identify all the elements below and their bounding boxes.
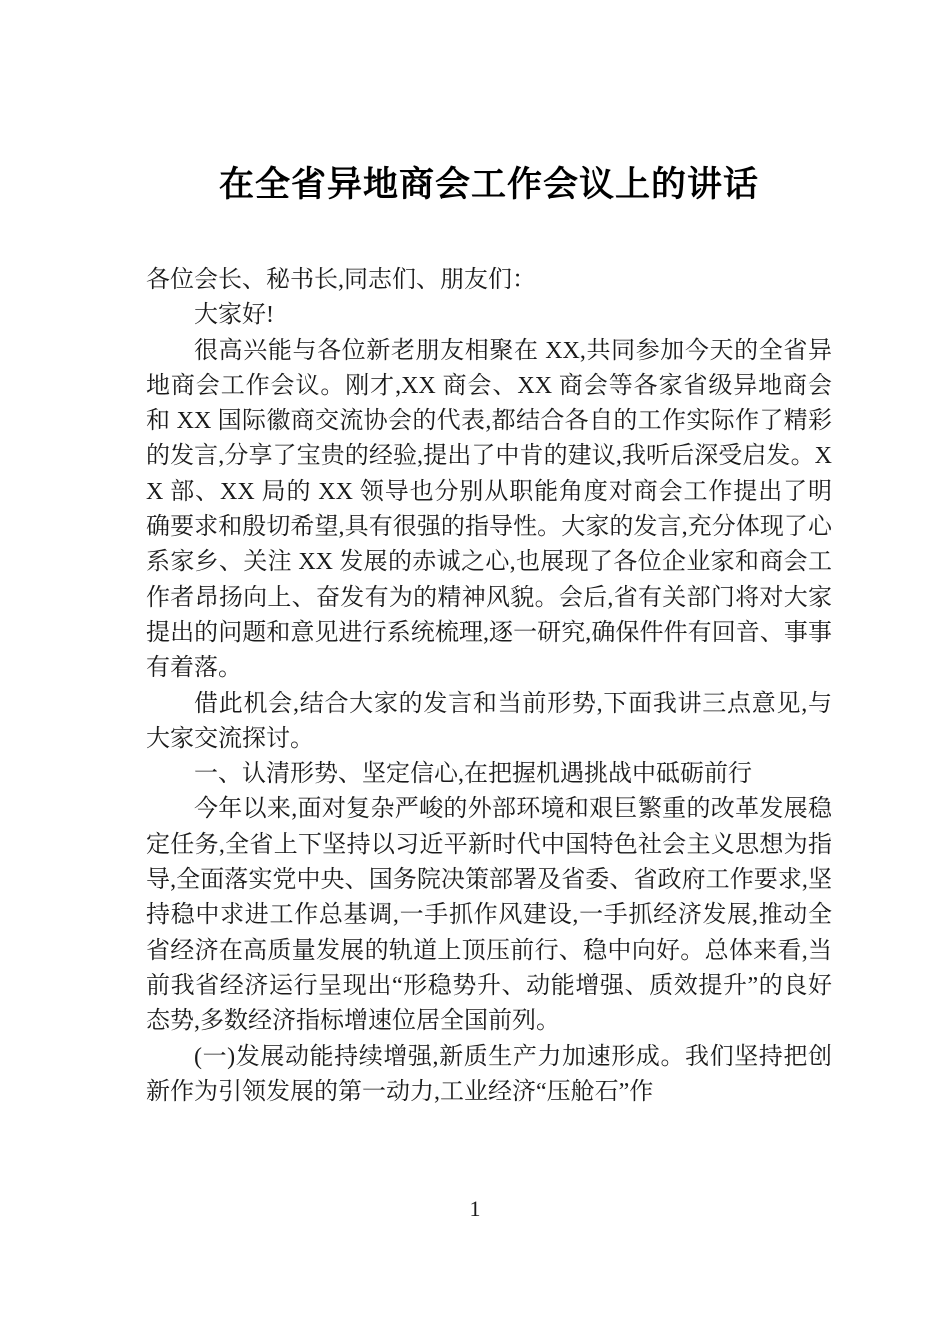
paragraph-opening-remarks: 很高兴能与各位新老朋友相聚在 XX,共同参加今天的全省异地商会工作会议。刚才,XX 商会、XX 商会等各家省级异地商会和 XX 国际徽商交流协会的代表,都结合各自的工作实际作了精彩的发言,分享了宝贵的经验,提出了中肯的建议,我听后深受启发。XX 部、XX 局的 XX 领导也分别从职能角度对商会工作提出了明确要求和殷切希望,具有很强的指导性。大家的发言,充分体现了心系家乡、关注 XX 发展的赤诚之心,也展现了各位企业家和商会工作者昂扬向上、奋发有为的精神风貌。会后,省有关部门将对大家提出的问题和意见进行系统梳理,逐一研究,确保件件有回音、事事有着落。	[146, 337, 832, 682]
paragraph-subsection-1: (一)发展动能持续增强,新质生产力加速形成。我们坚持把创新作为引领发展的第一动力,工业经济“压舱石”作	[146, 1043, 832, 1105]
paragraph-salutation: 各位会长、秘书长,同志们、朋友们：	[146, 267, 536, 293]
document-body	[146, 263, 832, 1110]
document-title: 在全省异地商会工作会议上的讲话	[218, 165, 759, 204]
paragraph-greeting: 大家好!	[194, 302, 274, 329]
page-number: 1	[469, 1196, 481, 1221]
section-heading-1: 一、认清形势、坚定信心,在把握机遇挑战中砥砺前行	[194, 761, 752, 788]
paragraph-transition: 借此机会,结合大家的发言和当前形势,下面我讲三点意见,与大家交流探讨。	[146, 690, 832, 752]
paragraph-economic-situation: 今年以来,面对复杂严峻的外部环境和艰巨繁重的改革发展稳定任务,全省上下坚持以习近平新时代中国特色社会主义思想为指导,全面落实党中央、国务院决策部署及省委、省政府工作要求,坚持稳中求进工作总基调,一手抓作风建设,一手抓经济发展,推动全省经济在高质量发展的轨道上顶压前行、稳中向好。总体来看,当前我省经济运行呈现出“形稳势升、动能增强、质效提升”的良好态势,多数经济指标增速位居全国前列。	[146, 796, 832, 1035]
